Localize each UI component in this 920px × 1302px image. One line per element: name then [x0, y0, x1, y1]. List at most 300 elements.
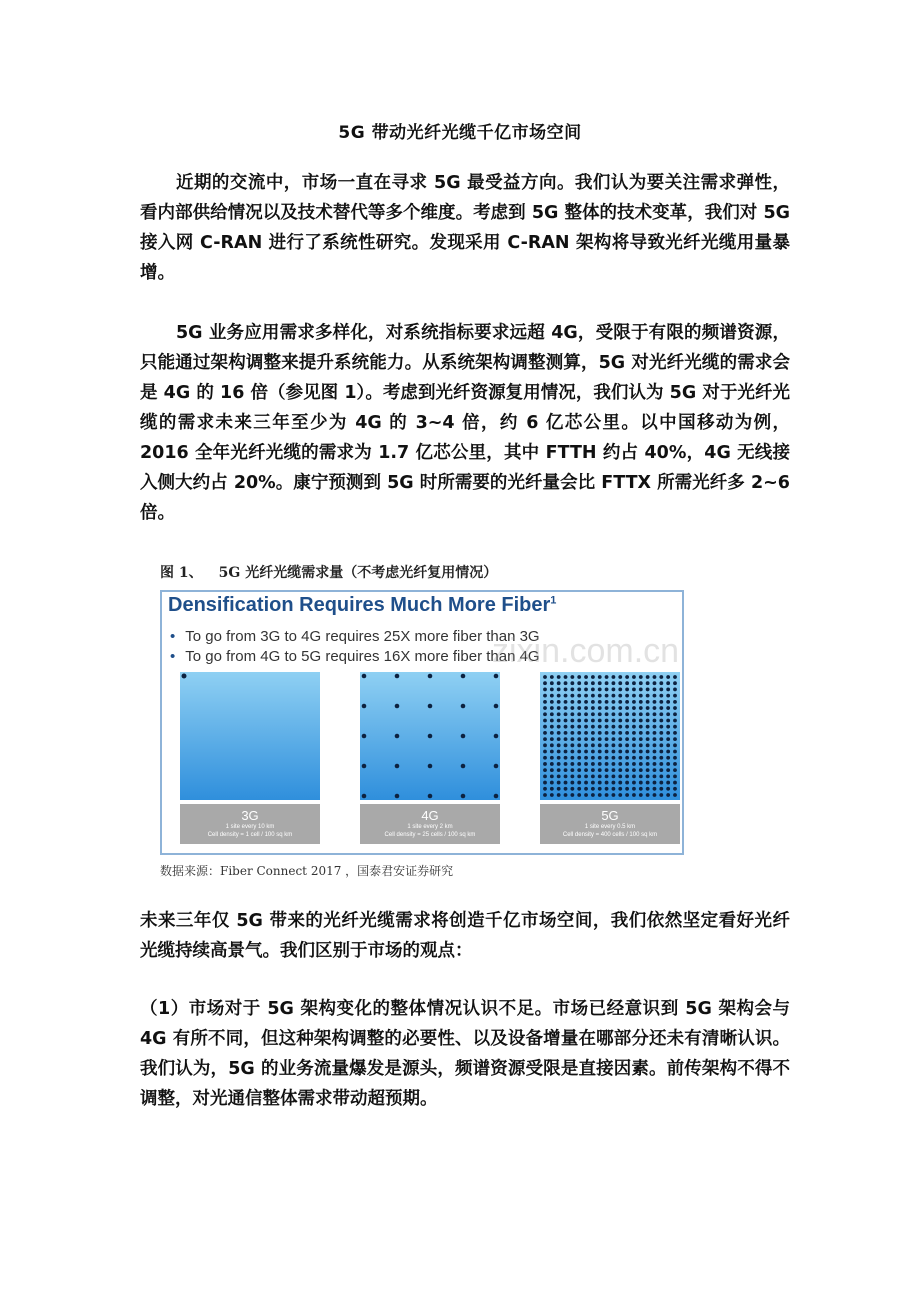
figure-caption-text: 5G 光纤光缆需求量（不考虑光纤复用情况）: [218, 565, 498, 581]
cell-site-dot: [625, 750, 629, 754]
cell-site-dot: [618, 781, 622, 785]
cell-site-dot: [625, 712, 629, 716]
figure-source: 数据来源：Fiber Connect 2017 ，国泰君安证券研究: [160, 864, 454, 878]
cell-site-dot: [639, 781, 643, 785]
cell-site-dot: [598, 725, 602, 729]
cell-site-dot: [564, 731, 568, 735]
cell-site-dot: [577, 781, 581, 785]
cell-site-dot: [666, 787, 670, 791]
cell-site-dot: [673, 675, 677, 679]
cell-site-dot: [605, 719, 609, 723]
cell-site-dot: [550, 793, 554, 797]
cell-site-dot: [584, 793, 588, 797]
cell-site-dot: [584, 737, 588, 741]
cell-site-dot: [659, 781, 663, 785]
cell-site-dot: [577, 756, 581, 760]
cell-density: Cell density = 1 cell / 100 sq km: [207, 832, 293, 838]
cell-site-dot: [591, 750, 595, 754]
cell-site-dot: [653, 774, 657, 778]
cell-site-dot: [550, 737, 554, 741]
cell-site-dot: [653, 688, 657, 692]
cell-site-dot: [584, 756, 588, 760]
cell-site-dot: [362, 734, 367, 739]
cell-site-dot: [550, 700, 554, 704]
cell-site-dot: [632, 793, 636, 797]
cell-site-dot: [577, 688, 581, 692]
cell-site-dot: [564, 725, 568, 729]
cell-site-dot: [550, 681, 554, 685]
cell-site-dot: [673, 750, 677, 754]
cell-site-dot: [543, 756, 547, 760]
cell-site-dot: [653, 725, 657, 729]
cell-sites-grid: [360, 672, 500, 800]
cell-site-dot: [598, 712, 602, 716]
cell-site-dot: [395, 734, 400, 739]
cell-site-dot: [653, 700, 657, 704]
cell-site-dot: [666, 731, 670, 735]
cell-site-dot: [625, 774, 629, 778]
cell-site-dot: [673, 700, 677, 704]
cell-site-dot: [625, 688, 629, 692]
cell-density-square: [180, 672, 320, 800]
cell-site-dot: [666, 719, 670, 723]
cell-site-dot: [673, 762, 677, 766]
paragraph-market: 未来三年仅 5G 带来的光纤光缆需求将创造千亿市场空间，我们依然坚定看好光纤光缆持续高景气。我们区别于市场的观点：: [140, 911, 790, 961]
cell-site-dot: [577, 694, 581, 698]
cell-site-dot: [673, 706, 677, 710]
cell-site-dot: [577, 706, 581, 710]
cell-site-dot: [591, 793, 595, 797]
cell-site-dot: [584, 774, 588, 778]
cell-site-dot: [557, 725, 561, 729]
cell-site-dot: [577, 743, 581, 747]
cell-site-dot: [605, 737, 609, 741]
cell-site-dot: [625, 768, 629, 772]
cell-site-dot: [659, 700, 663, 704]
cell-site-dot: [591, 756, 595, 760]
cell-site-dot: [577, 681, 581, 685]
cell-site-dot: [605, 750, 609, 754]
cell-site-dot: [612, 675, 616, 679]
cell-site-dot: [618, 774, 622, 778]
cell-site-dot: [570, 688, 574, 692]
cell-site-dot: [598, 768, 602, 772]
cell-site-dot: [570, 774, 574, 778]
paragraph-demand: 5G 业务应用需求多样化，对系统指标要求远超 4G，受限于有限的频谱资源，只能通过架构调整来提升系统能力。从系统架构调整测算，5G 对光纤光缆的需求会是 4G 的 16 倍（参见图 1）。考虑到光纤资源复用情况，我们认为 5G 对于光纤光缆的需求未来三年至少为 4G 的 3~4 倍，约 6 亿芯公里。以中国移动为例，2016 全年光纤光缆的需求为 1.7 亿芯公里，其中 FTTH 约占 40%，4G 无线接入侧大约占 20%。康宁预测到 5G 时所需要的光纤量会比 FTTX 所需光纤多 2~6 倍。: [140, 323, 790, 523]
cell-site-dot: [461, 734, 466, 739]
cell-site-dot: [564, 774, 568, 778]
cell-site-dot: [639, 675, 643, 679]
cell-site-dot: [632, 688, 636, 692]
cell-site-dot: [564, 694, 568, 698]
cell-site-dot: [605, 762, 609, 766]
cell-site-dot: [673, 725, 677, 729]
cell-site-dot: [659, 706, 663, 710]
cell-site-dot: [598, 700, 602, 704]
cell-site-dot: [570, 700, 574, 704]
cell-site-dot: [666, 725, 670, 729]
cell-site-dot: [461, 794, 466, 799]
cell-site-dot: [543, 700, 547, 704]
cell-site-dot: [639, 762, 643, 766]
cell-site-dot: [673, 756, 677, 760]
cell-site-dot: [632, 750, 636, 754]
cell-site-dot: [612, 706, 616, 710]
cell-site-dot: [543, 793, 547, 797]
cell-site-dot: [564, 750, 568, 754]
cell-site-dot: [612, 688, 616, 692]
cell-site-dot: [666, 750, 670, 754]
cell-site-dot: [646, 688, 650, 692]
panel-label: [540, 804, 680, 844]
cell-site-dot: [395, 794, 400, 799]
cell-site-dot: [591, 675, 595, 679]
generation-label: 3G: [241, 808, 259, 823]
cell-site-dot: [612, 719, 616, 723]
cell-site-dot: [591, 743, 595, 747]
cell-site-dot: [543, 774, 547, 778]
figure-1: [160, 562, 684, 880]
cell-site-dot: [666, 781, 670, 785]
cell-site-dot: [543, 675, 547, 679]
cell-site-dot: [428, 674, 433, 679]
cell-site-dot: [639, 706, 643, 710]
cell-site-dot: [570, 675, 574, 679]
cell-site-dot: [428, 764, 433, 769]
cell-site-dot: [653, 756, 657, 760]
cell-site-dot: [618, 688, 622, 692]
cell-site-dot: [632, 725, 636, 729]
cell-site-dot: [591, 719, 595, 723]
cell-site-dot: [591, 706, 595, 710]
cell-site-dot: [584, 781, 588, 785]
cell-site-dot: [591, 681, 595, 685]
cell-site-dot: [577, 719, 581, 723]
paragraph-point-1: （1）市场对于 5G 架构变化的整体情况认识不足。市场已经意识到 5G 架构会与 4G 有所不同，但这种架构调整的必要性、以及设备增量在哪部分还未有清晰认识。我们认为，5G 的业务流量爆发是源头，频谱资源受限是直接因素。前传架构不得不调整，对光通信整体需求带动超预期。: [140, 999, 790, 1109]
cell-site-dot: [494, 734, 499, 739]
site-spacing: 1 site every 10 km: [225, 824, 275, 830]
cell-site-dot: [659, 768, 663, 772]
cell-site-dot: [543, 731, 547, 735]
cell-site-dot: [598, 743, 602, 747]
cell-site-dot: [584, 787, 588, 791]
cell-site-dot: [639, 787, 643, 791]
cell-site-dot: [543, 787, 547, 791]
cell-site-dot: [612, 700, 616, 704]
cell-site-dot: [550, 774, 554, 778]
cell-site-dot: [605, 675, 609, 679]
cell-site-dot: [639, 688, 643, 692]
cell-site-dot: [550, 731, 554, 735]
cell-site-dot: [557, 700, 561, 704]
cell-site-dot: [598, 688, 602, 692]
cell-site-dot: [659, 725, 663, 729]
cell-sites-grid: [540, 672, 680, 800]
cell-site-dot: [612, 793, 616, 797]
site-spacing: 1 site every 0.5 km: [584, 824, 636, 830]
cell-site-dot: [584, 706, 588, 710]
cell-site-dot: [625, 681, 629, 685]
cell-site-dot: [653, 706, 657, 710]
cell-site-dot: [577, 762, 581, 766]
cell-site-dot: [632, 743, 636, 747]
cell-density: Cell density = 25 cells / 100 sq km: [384, 832, 476, 838]
cell-site-dot: [625, 725, 629, 729]
cell-site-dot: [618, 756, 622, 760]
cell-site-dot: [666, 762, 670, 766]
slide-bullet-1: • To go from 3G to 4G requires 25X more fiber than 3G: [170, 628, 540, 645]
cell-site-dot: [550, 725, 554, 729]
cell-site-dot: [570, 719, 574, 723]
cell-site-dot: [550, 706, 554, 710]
cell-site-dot: [646, 787, 650, 791]
cell-site-dot: [605, 688, 609, 692]
cell-site-dot: [673, 737, 677, 741]
cell-site-dot: [605, 774, 609, 778]
cell-site-dot: [673, 681, 677, 685]
cell-site-dot: [646, 694, 650, 698]
cell-site-dot: [584, 700, 588, 704]
cell-site-dot: [598, 731, 602, 735]
cell-site-dot: [557, 787, 561, 791]
cell-site-dot: [557, 712, 561, 716]
cell-site-dot: [494, 704, 499, 709]
cell-site-dot: [550, 756, 554, 760]
cell-site-dot: [673, 712, 677, 716]
cell-site-dot: [584, 719, 588, 723]
cell-site-dot: [605, 793, 609, 797]
cell-site-dot: [598, 793, 602, 797]
cell-site-dot: [598, 719, 602, 723]
cell-site-dot: [543, 712, 547, 716]
cell-site-dot: [577, 737, 581, 741]
cell-site-dot: [612, 781, 616, 785]
cell-site-dot: [673, 694, 677, 698]
cell-site-dot: [598, 750, 602, 754]
cell-site-dot: [570, 712, 574, 716]
cell-site-dot: [557, 743, 561, 747]
cell-site-dot: [428, 704, 433, 709]
cell-site-dot: [625, 793, 629, 797]
cell-site-dot: [632, 681, 636, 685]
cell-site-dot: [659, 694, 663, 698]
cell-site-dot: [653, 694, 657, 698]
cell-site-dot: [646, 781, 650, 785]
cell-site-dot: [557, 675, 561, 679]
cell-site-dot: [632, 762, 636, 766]
cell-site-dot: [612, 756, 616, 760]
cell-site-dot: [639, 725, 643, 729]
cell-site-dot: [666, 768, 670, 772]
cell-site-dot: [632, 756, 636, 760]
cell-site-dot: [362, 764, 367, 769]
cell-site-dot: [570, 781, 574, 785]
panel-label: [180, 804, 320, 844]
cell-site-dot: [550, 712, 554, 716]
cell-site-dot: [639, 712, 643, 716]
cell-site-dot: [564, 762, 568, 766]
cell-site-dot: [564, 737, 568, 741]
panel-label: [360, 804, 500, 844]
cell-site-dot: [632, 706, 636, 710]
cell-site-dot: [612, 787, 616, 791]
cell-site-dot: [584, 743, 588, 747]
cell-site-dot: [625, 731, 629, 735]
cell-site-dot: [591, 712, 595, 716]
cell-site-dot: [612, 737, 616, 741]
cell-site-dot: [646, 719, 650, 723]
cell-site-dot: [598, 781, 602, 785]
cell-site-dot: [543, 725, 547, 729]
cell-site-dot: [591, 688, 595, 692]
cell-site-dot: [550, 719, 554, 723]
cell-site-dot: [550, 762, 554, 766]
cell-site-dot: [646, 737, 650, 741]
cell-site-dot: [612, 681, 616, 685]
cell-site-dot: [598, 787, 602, 791]
cell-site-dot: [673, 774, 677, 778]
cell-site-dot: [395, 674, 400, 679]
cell-site-dot: [564, 688, 568, 692]
cell-site-dot: [646, 681, 650, 685]
cell-site-dot: [550, 743, 554, 747]
cell-site-dot: [577, 712, 581, 716]
cell-site-dot: [618, 750, 622, 754]
cell-site-dot: [557, 737, 561, 741]
cell-site-dot: [625, 756, 629, 760]
cell-site-dot: [666, 675, 670, 679]
cell-site-dot: [618, 743, 622, 747]
cell-site-dot: [646, 756, 650, 760]
cell-site-dot: [605, 725, 609, 729]
cell-site-dot: [182, 674, 187, 679]
cell-site-dot: [618, 700, 622, 704]
cell-site-dot: [666, 706, 670, 710]
cell-site-dot: [666, 694, 670, 698]
page-title: 5G 带动光纤光缆千亿市场空间: [338, 123, 582, 143]
cell-site-dot: [632, 774, 636, 778]
cell-site-dot: [653, 781, 657, 785]
cell-site-dot: [673, 731, 677, 735]
cell-site-dot: [570, 681, 574, 685]
cell-site-dot: [584, 725, 588, 729]
cell-site-dot: [653, 712, 657, 716]
cell-site-dot: [666, 681, 670, 685]
cell-site-dot: [461, 704, 466, 709]
cell-site-dot: [625, 719, 629, 723]
cell-site-dot: [632, 731, 636, 735]
cell-site-dot: [564, 700, 568, 704]
cell-site-dot: [612, 774, 616, 778]
cell-site-dot: [659, 719, 663, 723]
cell-site-dot: [605, 706, 609, 710]
cell-site-dot: [646, 706, 650, 710]
cell-site-dot: [570, 762, 574, 766]
cell-site-dot: [632, 768, 636, 772]
cell-site-dot: [570, 787, 574, 791]
cell-site-dot: [591, 731, 595, 735]
cell-site-dot: [618, 681, 622, 685]
generation-label: 4G: [421, 808, 439, 823]
cell-site-dot: [598, 681, 602, 685]
cell-site-dot: [673, 719, 677, 723]
cell-site-dot: [618, 725, 622, 729]
cell-site-dot: [646, 774, 650, 778]
cell-site-dot: [577, 675, 581, 679]
cell-site-dot: [659, 743, 663, 747]
cell-site-dot: [618, 787, 622, 791]
cell-site-dot: [461, 764, 466, 769]
cell-site-dot: [577, 787, 581, 791]
cell-site-dot: [632, 787, 636, 791]
cell-site-dot: [591, 774, 595, 778]
cell-site-dot: [570, 725, 574, 729]
cell-site-dot: [659, 787, 663, 791]
cell-site-dot: [618, 768, 622, 772]
cell-site-dot: [653, 787, 657, 791]
cell-site-dot: [612, 694, 616, 698]
cell-site-dot: [564, 706, 568, 710]
cell-site-dot: [577, 768, 581, 772]
cell-site-dot: [653, 793, 657, 797]
cell-site-dot: [653, 762, 657, 766]
cell-site-dot: [618, 731, 622, 735]
cell-site-dot: [494, 674, 499, 679]
cell-site-dot: [639, 694, 643, 698]
cell-site-dot: [646, 762, 650, 766]
cell-site-dot: [639, 774, 643, 778]
cell-site-dot: [612, 725, 616, 729]
cell-site-dot: [591, 694, 595, 698]
cell-site-dot: [646, 725, 650, 729]
cell-site-dot: [625, 743, 629, 747]
cell-site-dot: [625, 694, 629, 698]
figure-caption-number: 图 1、: [160, 565, 203, 581]
cell-site-dot: [428, 734, 433, 739]
cell-site-dot: [666, 688, 670, 692]
cell-site-dot: [557, 706, 561, 710]
cell-site-dot: [564, 756, 568, 760]
cell-sites-grid: [180, 672, 320, 800]
cell-site-dot: [605, 756, 609, 760]
cell-site-dot: [605, 694, 609, 698]
cell-site-dot: [605, 768, 609, 772]
cell-site-dot: [653, 719, 657, 723]
cell-site-dot: [557, 756, 561, 760]
cell-site-dot: [543, 781, 547, 785]
cell-site-dot: [659, 681, 663, 685]
cell-site-dot: [557, 688, 561, 692]
cell-site-dot: [557, 774, 561, 778]
cell-site-dot: [618, 793, 622, 797]
cell-site-dot: [646, 768, 650, 772]
cell-site-dot: [653, 681, 657, 685]
cell-site-dot: [653, 675, 657, 679]
cell-site-dot: [564, 768, 568, 772]
cell-site-dot: [564, 675, 568, 679]
cell-site-dot: [659, 675, 663, 679]
cell-site-dot: [577, 750, 581, 754]
cell-site-dot: [591, 768, 595, 772]
cell-site-dot: [570, 731, 574, 735]
cell-site-dot: [557, 731, 561, 735]
cell-site-dot: [461, 674, 466, 679]
cell-site-dot: [659, 737, 663, 741]
cell-site-dot: [653, 737, 657, 741]
cell-site-dot: [618, 706, 622, 710]
cell-site-dot: [577, 731, 581, 735]
cell-site-dot: [543, 719, 547, 723]
